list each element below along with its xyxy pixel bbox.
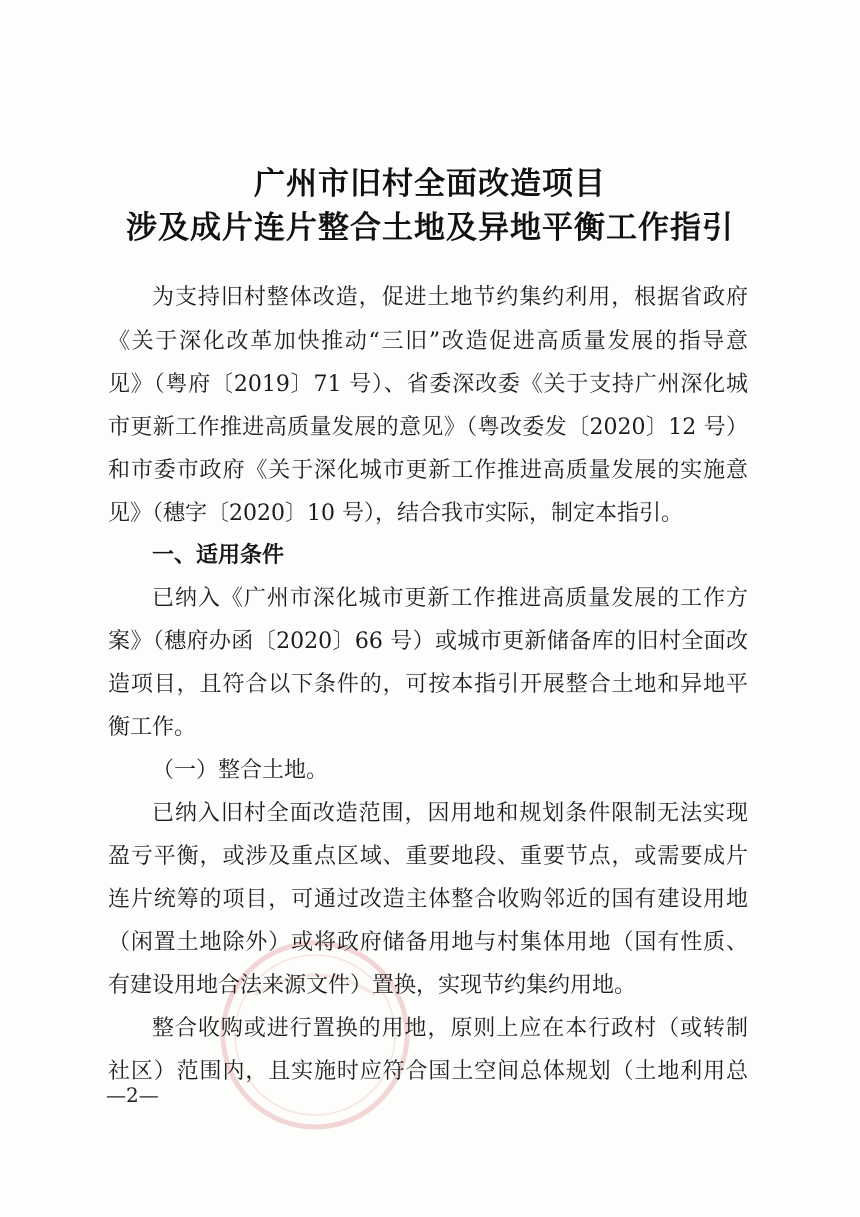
section-heading-applicable-conditions: 一、适用条件: [152, 543, 285, 568]
intro-line-6: 见》（穗字〔2020〕10 号），结合我市实际，制定本指引。: [108, 501, 683, 526]
subsection1-line-2: 盈亏平衡，或涉及重点区域、重要地段、重要节点，或需要成片: [108, 844, 748, 869]
section1-line-2: 案》（穗府办函〔2020〕66 号）或城市更新储备库的旧村全面改: [108, 629, 748, 654]
subsection1-line-5: 有建设用地合法来源文件）置换，实现节约集约用地。: [108, 973, 637, 998]
intro-line-2: 《关于深化改革加快推动“三旧”改造促进高质量发展的指导意: [108, 329, 748, 354]
section1-line-3: 造项目，且符合以下条件的，可按本指引开展整合土地和异地平: [108, 672, 748, 697]
subsection1-line-3: 连片统筹的项目，可通过改造主体整合收购邻近的国有建设用地: [108, 887, 748, 912]
intro-line-5: 和市委市政府《关于深化城市更新工作推进高质量发展的实施意: [108, 458, 748, 483]
paragraph-line-2: 社区）范围内，且实施时应符合国土空间总体规划（土地利用总: [108, 1059, 748, 1084]
page-number: —2—: [106, 1083, 159, 1107]
intro-line-1: 为支持旧村整体改造，促进土地节约集约利用，根据省政府: [152, 285, 748, 310]
document-title-line-2: 涉及成片连片整合土地及异地平衡工作指引: [126, 210, 734, 246]
intro-line-3: 见》（粤府〔2019〕71 号）、省委深改委《关于支持广州深化城: [108, 372, 748, 397]
document-title-line-1: 广州市旧村全面改造项目: [254, 166, 606, 202]
subsection-heading-land-integration: （一）整合土地。: [152, 758, 329, 783]
subsection1-line-4: （闲置土地除外）或将政府储备用地与村集体用地（国有性质、: [108, 930, 748, 955]
intro-line-4: 市更新工作推进高质量发展的意见》（粤改委发〔2020〕12 号）: [108, 415, 748, 440]
section1-line-4: 衡工作。: [108, 715, 197, 740]
subsection1-line-1: 已纳入旧村全面改造范围，因用地和规划条件限制无法实现: [152, 801, 748, 826]
paragraph-line-1: 整合收购或进行置换的用地，原则上应在本行政村（或转制: [152, 1016, 748, 1041]
section1-line-1: 已纳入《广州市深化城市更新工作推进高质量发展的工作方: [152, 586, 748, 611]
